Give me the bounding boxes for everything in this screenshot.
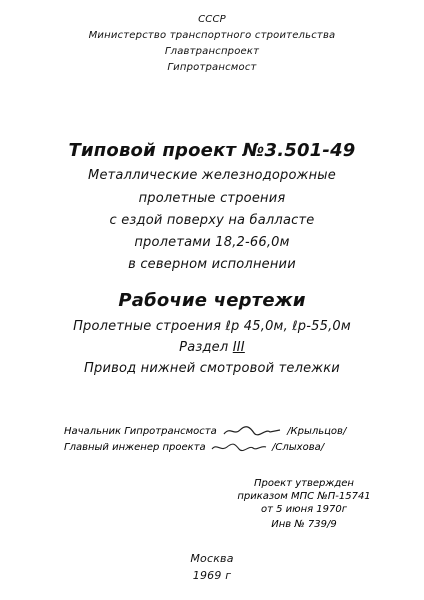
- approval-line-1: Проект утвержден: [254, 478, 354, 489]
- chief-signature-row: [64, 424, 346, 438]
- country-line: СССР: [198, 14, 226, 25]
- chief-title: Начальник Гипротрансмоста: [64, 426, 217, 437]
- department-line: Главтранспроект: [164, 46, 260, 57]
- project-desc-4: пролетами 18,2-66,0м: [134, 235, 290, 250]
- spans-line: Пролетные строения ℓр 45,0м, ℓр-55,0м: [73, 319, 351, 334]
- chief-signature-icon: [220, 424, 284, 438]
- inventory-number: Инв № 739/9: [271, 519, 337, 530]
- section-number: III: [232, 340, 245, 355]
- section-line: [0, 340, 424, 355]
- drive-line: Привод нижней смотровой тележки: [84, 361, 340, 376]
- engineer-signature-icon: [209, 440, 269, 454]
- engineer-signature-row: [64, 440, 324, 454]
- footer-year: 1969 г: [192, 569, 232, 582]
- project-desc-1: Металлические железнодорожные: [88, 168, 336, 183]
- project-title: Типовой проект №3.501-49: [68, 140, 356, 161]
- approval-line-3: от 5 июня 1970г: [260, 504, 347, 515]
- engineer-name: /Слыхова/: [272, 442, 325, 453]
- engineer-title: Главный инженер проекта: [64, 442, 206, 453]
- section-label: Раздел: [179, 340, 229, 355]
- footer-city: Москва: [190, 552, 234, 565]
- project-desc-3: с ездой поверху на балласте: [109, 213, 315, 228]
- ministry-line: Министерство транспортного строительства: [88, 30, 336, 41]
- working-drawings-title: Рабочие чертежи: [118, 290, 306, 311]
- chief-name: /Крыльцов/: [287, 426, 347, 437]
- project-desc-2: пролетные строения: [138, 191, 286, 206]
- institute-line: Гипротрансмост: [167, 62, 257, 73]
- approval-line-2: приказом МПС №П-15741: [237, 491, 371, 502]
- project-desc-5: в северном исполнении: [128, 257, 296, 272]
